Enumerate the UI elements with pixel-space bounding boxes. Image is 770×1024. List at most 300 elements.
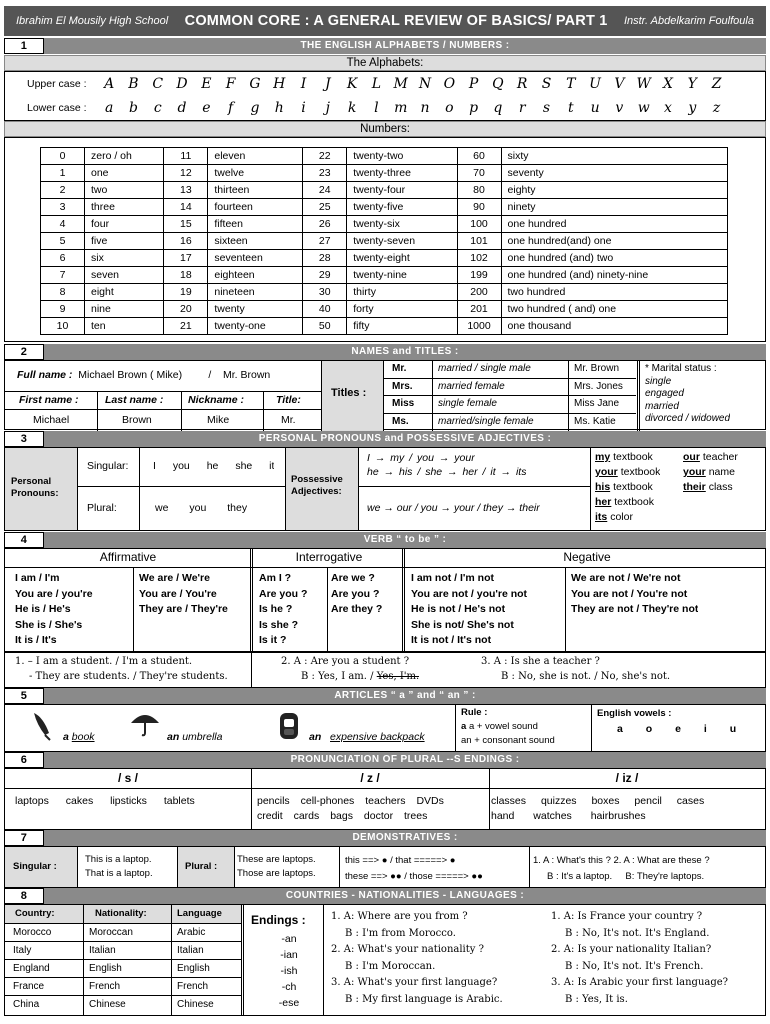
lower-letter: u [590,100,600,116]
possessive-word: their [683,481,706,493]
number-digit: 0 [41,148,85,165]
section-number: 1 [4,38,44,54]
number-word: thirty [347,284,457,301]
names-box [4,360,766,430]
number-word: twenty-six [347,216,457,233]
number-digit: 8 [41,284,85,301]
possessive-word: his [595,481,611,493]
vowel: o [645,723,653,735]
section-number: 6 [4,752,44,768]
z-words-row2 [257,810,427,822]
section-8-header [4,888,766,904]
alphabets-bar: The Alphabets: [4,55,766,71]
z-word: DVDs [416,795,444,807]
z-heading: / z / [360,771,380,785]
upper-case-label: Upper case : [27,78,87,90]
singular-label: Singular : [13,861,57,872]
title-abbrev: Mrs. [392,380,413,392]
question: 1. A: Where are you from ? [331,911,468,922]
number-word: forty [347,301,457,318]
title-meaning: married/single female [438,415,534,427]
number-word: twenty-nine [347,267,457,284]
lower-letter: y [688,100,697,116]
upper-letter: Z [711,76,722,92]
number-row [41,250,728,267]
number-digit: 28 [303,250,347,267]
affirmative-form: He is / He's [15,603,71,615]
possessive-adjectives-label: Possessive Adjectives: [291,474,343,497]
title-example: Mrs. Jones [574,380,623,392]
plural-pronouns [155,502,247,514]
interrogative-form: Are you ? [259,587,308,600]
question: 2. A: Is your nationality Italian? [551,944,712,955]
possessive-example [595,510,660,525]
umbrella-icon [129,711,161,737]
last-name-value: Brown [122,414,152,426]
full-title-value: Mr. Brown [223,369,271,381]
s-word: laptops [15,795,49,807]
possessive-examples-b [683,450,738,495]
section-number: 2 [4,344,44,360]
lower-letter: r [518,100,526,116]
number-digit: 101 [457,233,501,250]
number-digit: 19 [164,284,208,301]
interrogative-form: Is it ? [259,634,287,646]
title-meaning: married / single male [438,363,531,374]
number-digit: 13 [164,182,208,199]
lower-letter: k [347,100,357,116]
number-word: fifteen [208,216,303,233]
lower-letter: n [420,100,430,116]
interrogative-form: Is he ? [259,603,293,615]
titles-table [384,361,636,431]
iz-words-row2 [491,810,646,822]
lower-letter: l [374,100,379,116]
lower-letter: d [177,100,187,116]
full-name-label: Full name : [17,369,73,381]
title-row [384,396,636,414]
word-umbrella: umbrella [182,731,223,743]
upper-letter: F [225,76,236,92]
title-example: Mr. Brown [574,363,620,374]
answer: B : My first language is Arabic. [345,993,503,1005]
number-word: one [85,165,164,182]
interrogative-singular [259,571,307,649]
iz-heading: / iz / [615,771,639,785]
lower-letter: t [567,100,574,116]
number-digit: 11 [164,148,208,165]
possessive-example [595,495,660,510]
word-book: book [71,731,95,743]
vowel: u [729,723,737,735]
section-number: 7 [4,830,44,846]
negative-singular [411,571,527,649]
affirmative-form: You are / you're [15,587,93,600]
country-name: Italy [13,945,32,956]
articles-box [4,704,766,752]
iz-word: classes [491,795,527,807]
plural-pronoun: we [155,502,169,514]
title-value: Mr. [281,414,296,426]
full-name-value: Michael Brown ( Mike) [78,369,183,381]
marital-item: engaged [645,388,684,399]
iz-word: boxes [591,795,620,807]
possessive-example [595,480,660,495]
qa-column-1 [331,909,503,1008]
number-digit: 70 [457,165,501,182]
number-word: nineteen [208,284,303,301]
number-digit: 18 [164,267,208,284]
country-heading: Country: [15,908,55,919]
example-2b: B : Yes, I am. / Yes, I'm. [301,671,420,682]
country-name: England [13,963,50,974]
affirmative-heading: Affirmative [99,550,157,564]
negative-form: I am not / I'm not [411,572,494,584]
upper-letter: G [249,76,261,92]
s-word: tablets [163,795,195,807]
number-digit: 25 [303,199,347,216]
marital-title: * Marital status : [645,363,717,374]
vowels-list [617,723,736,735]
article-rule: Rule : a a + vowel sound an + consonant sound [461,707,555,746]
example-2a: 2. A : Are you a student ? [281,656,410,667]
section-title: DEMONSTRATIVES : [352,832,458,843]
lower-letter: b [128,100,138,116]
s-word: lipsticks [110,795,147,807]
number-word: fourteen [208,199,303,216]
numbers-table [40,147,728,335]
upper-letter: I [300,76,307,92]
z-words-row1 [257,795,444,807]
lower-letter: c [153,100,162,116]
upper-letter: C [152,76,164,92]
lower-letter: q [493,100,503,116]
lower-letter: e [202,100,211,116]
plural-pronoun: they [227,502,248,514]
upper-letter: Q [492,76,504,92]
number-word: one hundred [501,216,727,233]
upper-letter: R [516,76,528,92]
s-word: cakes [65,795,94,807]
pronouns-box [4,447,766,531]
number-digit: 90 [457,199,501,216]
number-digit: 200 [457,284,501,301]
article-a: a [63,731,69,743]
vowel: i [703,723,707,735]
number-digit: 80 [457,182,501,199]
number-digit: 2 [41,182,85,199]
verb-to-be-box [4,548,766,652]
numbers-bar: Numbers: [4,121,766,137]
section-6-header [4,752,766,768]
number-digit: 10 [41,318,85,335]
qa-column-2 [551,909,728,1008]
plural-endings-box [4,768,766,830]
singular-pronouns [153,460,274,472]
possessive-example [683,450,738,465]
last-name-label: Last name : [105,394,164,406]
answer: B : I'm from Morocco. [345,927,456,939]
possessive-example [683,465,738,480]
country-row [5,978,241,996]
upper-letter: B [128,76,139,92]
page-title: COMMON CORE : A GENERAL REVIEW OF BASICS/ PART 1 [184,13,608,29]
possessive-line-1: I → my / you → your [367,452,475,464]
school-name: Ibrahim El Mousily High School [16,15,169,27]
number-word: twelve [208,165,303,182]
title-abbrev: Ms. [392,415,409,427]
affirmative-form: I am / I'm [15,572,60,584]
interrogative-form: Are we ? [331,572,375,584]
number-digit: 27 [303,233,347,250]
vowel: a [617,723,623,735]
possessive-example [595,450,660,465]
nationality-name: French [89,981,121,992]
z-word: teachers [365,795,406,807]
number-digit: 21 [164,318,208,335]
marital-item: single [645,375,672,387]
upper-letter: D [176,76,188,92]
negative-form: You are not / you're not [411,587,528,600]
singular-pronoun: you [172,460,190,472]
possessive-word: our [683,451,700,463]
alphabet-box [4,71,766,121]
number-word: nine [85,301,164,318]
example-3a: 3. A : Is she a teacher ? [481,656,600,667]
language-heading: Language [177,908,222,919]
number-digit: 102 [457,250,501,267]
country-row [5,960,241,978]
number-digit: 15 [164,216,208,233]
number-word: eight [85,284,164,301]
negative-form: They are not / They're not [571,603,699,615]
interrogative-form: Is she ? [259,618,299,631]
country-name: China [13,999,40,1010]
possessive-noun: textbook [613,481,653,493]
interrogative-form: Am I ? [259,572,292,584]
number-word: fifty [347,318,457,335]
possessive-noun: textbook [614,496,654,508]
language-name: Italian [177,945,204,956]
nickname-label: Nickname : [188,394,245,406]
upper-letter: U [589,76,601,92]
title-meaning: married female [438,380,505,392]
marital-status [645,363,730,426]
upper-letter: H [273,76,286,92]
demonstrative-arrows: this ==> ● / that =====> ● these ==> ●● / those =====> ●● [345,855,483,882]
z-word: cell-phones [300,795,355,807]
instructor-name: Instr. Abdelkarim Foulfoula [623,15,754,27]
section-number: 5 [4,688,44,704]
number-digit: 24 [303,182,347,199]
possessive-noun: name [708,466,735,478]
number-word: twenty-two [347,148,457,165]
number-word: ten [85,318,164,335]
nationality-heading: Nationality: [95,908,147,919]
upper-letter: S [541,76,552,92]
number-word: two hundred [501,284,727,301]
section-title: VERB “ to be ” : [363,534,447,545]
number-row [41,267,728,284]
affirmative-form: They are / They're [139,603,228,615]
section-2-header [4,344,766,360]
section-title: COUNTRIES - NATIONALITIES - LANGUAGES : [285,890,525,901]
number-row [41,233,728,250]
nationality-ending: -ese [278,997,300,1009]
affirmative-form: We are / We're [139,572,210,584]
title-row [384,361,636,379]
number-digit: 40 [303,301,347,318]
number-digit: 14 [164,199,208,216]
singular-label: Singular: [87,460,129,472]
number-word: twenty [208,301,303,318]
lower-case-row [5,96,765,120]
lower-letter: p [469,100,479,116]
possessive-word: your [683,466,706,478]
lower-letter: x [664,100,672,116]
verb-examples-box [4,652,766,688]
nationality-ending: -ch [281,981,297,993]
number-digit: 100 [457,216,501,233]
section-number: 8 [4,888,44,904]
affirmative-form: It is / It's [15,634,57,646]
lower-letter: z [712,100,721,116]
upper-case-row [5,72,765,96]
plural-label: Plural : [185,861,218,872]
section-title: PRONUNCIATION OF PLURAL --S ENDINGS : [290,754,520,765]
section-title: PERSONAL PRONOUNS and POSSESSIVE ADJECTIVES : [258,433,552,444]
number-digit: 6 [41,250,85,267]
number-word: seventy [501,165,727,182]
iz-words-row1 [491,795,704,807]
upper-letter: J [325,76,331,92]
language-name: Arabic [177,927,206,938]
plural-pronoun: you [189,502,207,514]
nationality-name: Moroccan [89,927,133,938]
number-digit: 12 [164,165,208,182]
negative-form: You are not / You're not [571,587,688,600]
number-digit: 23 [303,165,347,182]
slash: / [208,369,212,381]
number-word: zero / oh [85,148,164,165]
number-word: twenty-three [347,165,457,182]
negative-form: We are not / We're not [571,572,681,584]
number-word: four [85,216,164,233]
number-word: eighty [501,182,727,199]
countries-box [4,904,766,1016]
answer: B : I'm Moroccan. [345,960,436,972]
lower-letter: g [250,100,260,116]
possessive-word: your [595,466,618,478]
lower-case-label: Lower case : [27,102,87,114]
nickname-value: Mike [207,414,230,426]
upper-letter: X [662,76,673,92]
page-header [4,6,766,36]
possessive-noun: teacher [702,451,738,463]
answer: B : No, It's not. It's England. [565,927,710,939]
title-example: Ms. Katie [574,415,616,427]
lower-letter: o [445,100,454,116]
nationality-ending: -an [281,933,297,945]
possessive-line-3: we → our / you → your / they → their [367,502,540,514]
number-digit: 22 [303,148,347,165]
personal-pronouns-label: Personal Pronouns: [11,476,59,499]
negative-form: It is not / It's not [411,634,492,646]
demonstratives-box [4,846,766,888]
number-word: two hundred ( and) one [501,301,727,318]
number-word: eleven [208,148,303,165]
number-word: one hundred (and) two [501,250,727,267]
number-word: twenty-seven [347,233,457,250]
affirmative-form: You are / You're [139,587,217,600]
countries-table [5,924,241,1014]
s-words [15,795,195,807]
question: 3. A: What's your first language? [331,977,498,988]
number-word: five [85,233,164,250]
section-7-header [4,830,766,846]
number-word: eighteen [208,267,303,284]
possessive-example [595,465,660,480]
lower-letter: m [394,100,408,116]
lower-letter: j [325,100,330,116]
number-row [41,165,728,182]
section-title: NAMES and TITLES : [351,346,459,357]
number-word: one thousand [501,318,727,335]
possessive-noun: textbook [613,451,653,463]
upper-letter: T [566,76,576,92]
plural-examples: These are laptops. Those are laptops. [237,854,316,879]
marital-item: married [645,400,679,412]
singular-pronoun: he [206,460,219,472]
number-row [41,301,728,318]
answer: B : Yes, It is. [565,993,628,1005]
possessive-examples-a [595,450,660,525]
backpack-icon [277,709,301,741]
number-word: twenty-five [347,199,457,216]
section-title: THE ENGLISH ALPHABETS / NUMBERS : [300,40,510,51]
number-row [41,148,728,165]
interrogative-heading: Interrogative [295,550,363,564]
number-digit: 9 [41,301,85,318]
lower-letter: h [274,100,284,116]
lower-letter: f [228,100,234,116]
upper-letter: Y [687,76,697,92]
number-digit: 1000 [457,318,501,335]
number-word: two [85,182,164,199]
number-digit: 4 [41,216,85,233]
number-digit: 1 [41,165,85,182]
title-label: Title: [276,394,301,406]
number-digit: 30 [303,284,347,301]
nationality-ending: -ian [280,949,298,961]
number-word: sixty [501,148,727,165]
country-row [5,996,241,1014]
question: 3. A: Is Arabic your first language? [551,977,729,988]
singular-examples: This is a laptop. That is a laptop. [85,854,153,879]
iz-word: hand watches [491,810,572,822]
number-digit: 3 [41,199,85,216]
upper-letter: V [614,76,625,92]
number-row [41,199,728,216]
first-name-value: Michael [33,414,70,426]
answer: B : No, It's not. It's French. [565,960,704,972]
number-row [41,318,728,335]
upper-letter: W [636,76,651,92]
number-word: twenty-eight [347,250,457,267]
first-name-label: First name : [19,394,79,406]
negative-form: She is not/ She's not [411,618,514,631]
title-row [384,379,636,397]
